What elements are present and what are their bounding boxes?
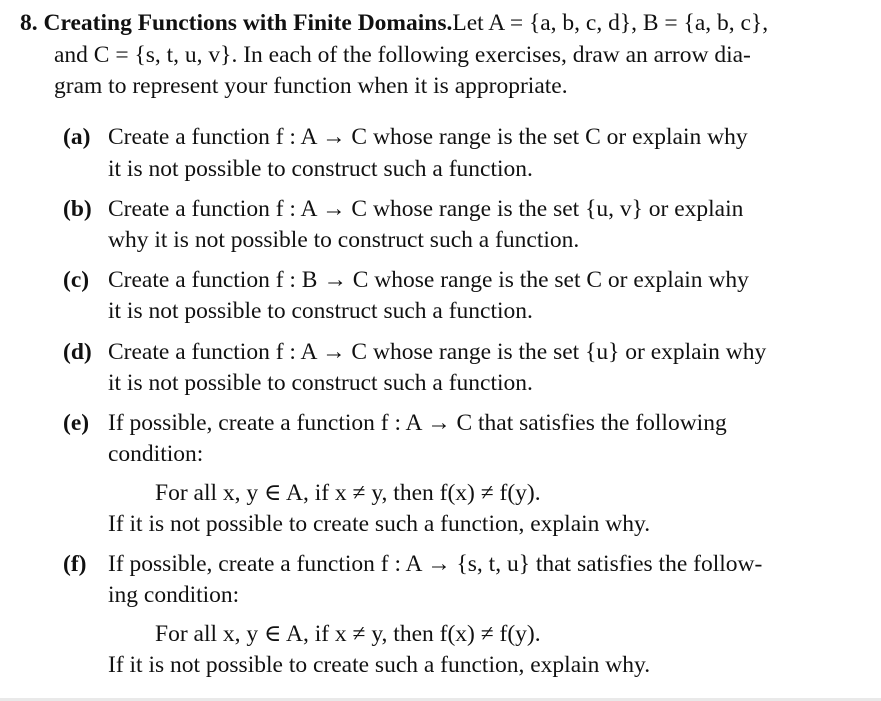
part-d-line-2: it is not possible to construct such a function. bbox=[108, 370, 533, 396]
part-f-closing: If it is not possible to create such a function, explain why. bbox=[108, 652, 651, 678]
part-e-closing: If it is not possible to create such a function, explain why. bbox=[108, 511, 651, 537]
part-f-label: (f) bbox=[63, 551, 87, 577]
part-e-label: (e) bbox=[63, 410, 90, 436]
part-f-line-2: ing condition: bbox=[108, 582, 240, 608]
part-e-line-1: If possible, create a function f : A → C that satisfies the following bbox=[108, 410, 727, 436]
problem-intro-line-2: and C = {s, t, u, v}. In each of the following exercises, draw an arrow dia- bbox=[54, 42, 751, 68]
part-f-condition: For all x, y ∈ A, if x ≠ y, then f(x) ≠ f(y). bbox=[155, 621, 541, 647]
part-e-line-2: condition: bbox=[108, 441, 204, 467]
problem-number: 8. bbox=[20, 10, 38, 36]
part-a-label: (a) bbox=[63, 124, 91, 150]
part-a-line-2: it is not possible to construct such a function. bbox=[108, 156, 533, 182]
part-d-label: (d) bbox=[63, 339, 92, 365]
part-c-line-2: it is not possible to construct such a function. bbox=[108, 298, 533, 324]
problem-heading: Creating Functions with Finite Domains. bbox=[43, 10, 453, 36]
problem-intro-line-3: gram to represent your function when it is appropriate. bbox=[54, 73, 568, 99]
part-c-line-1: Create a function f : B → C whose range is the set C or explain why bbox=[108, 267, 749, 293]
part-b-line-1: Create a function f : A → C whose range is the set {u, v} or explain bbox=[108, 196, 744, 222]
part-b-label: (b) bbox=[63, 196, 92, 222]
problem-intro-line-1 bbox=[20, 8, 768, 38]
part-f-line-1: If possible, create a function f : A → {s, t, u} that satisfies the follow- bbox=[108, 551, 763, 577]
problem-intro-sets: Let A = {a, b, c, d}, B = {a, b, c}, bbox=[452, 10, 769, 36]
part-a-line-1: Create a function f : A → C whose range is the set C or explain why bbox=[108, 124, 748, 150]
part-e-condition: For all x, y ∈ A, if x ≠ y, then f(x) ≠ f(y). bbox=[155, 480, 541, 506]
part-b-line-2: why it is not possible to construct such a function. bbox=[108, 227, 580, 253]
part-d-line-1: Create a function f : A → C whose range is the set {u} or explain why bbox=[108, 339, 767, 365]
part-c-label: (c) bbox=[63, 267, 90, 293]
